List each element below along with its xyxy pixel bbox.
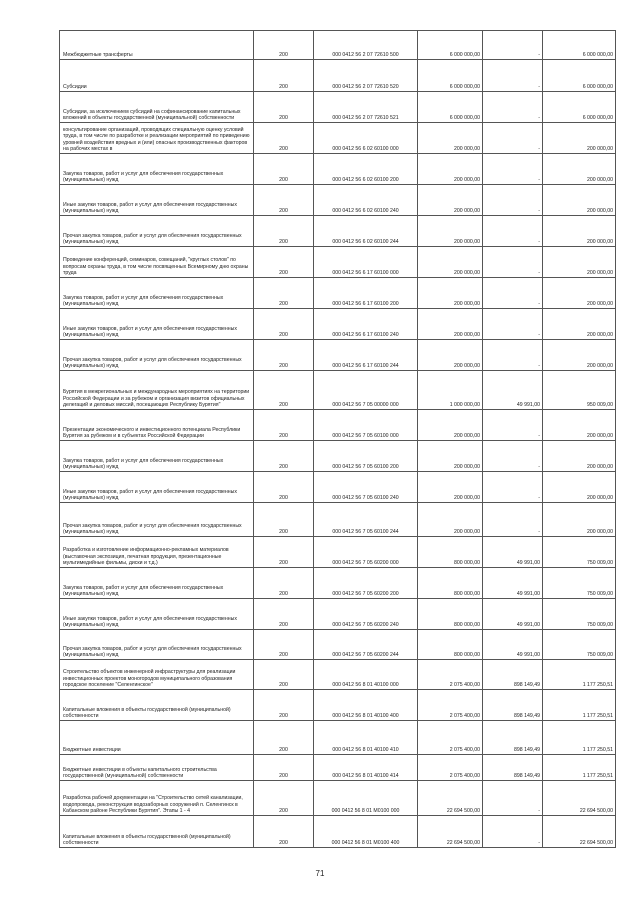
table-row bbox=[60, 568, 616, 599]
row-exec-cell: - bbox=[483, 123, 543, 154]
row-code-cell: 200 bbox=[254, 371, 314, 410]
row-exec-cell: - bbox=[483, 472, 543, 503]
row-rest-cell: 200 000,00 bbox=[543, 410, 616, 441]
row-kbk-cell: 000 0412 56 6 02 60100 000 bbox=[314, 123, 418, 154]
report-table bbox=[59, 30, 616, 848]
row-kbk-cell: 000 0412 56 7 05 60100 000 bbox=[314, 410, 418, 441]
row-kbk-cell: 000 0412 56 2 07 72610 520 bbox=[314, 60, 418, 92]
table-row bbox=[60, 690, 616, 721]
row-code-cell: 200 bbox=[254, 154, 314, 185]
row-code-cell: 200 bbox=[254, 278, 314, 309]
row-plan-cell: 6 000 000,00 bbox=[418, 60, 483, 92]
row-rest-cell: 750 009,00 bbox=[543, 568, 616, 599]
row-exec-cell: 49 991,00 bbox=[483, 371, 543, 410]
row-exec-cell: 898 149,49 bbox=[483, 690, 543, 721]
row-rest-cell: 950 009,00 bbox=[543, 371, 616, 410]
row-plan-cell: 2 075 400,00 bbox=[418, 721, 483, 755]
row-code-cell: 200 bbox=[254, 781, 314, 816]
row-code-cell: 200 bbox=[254, 92, 314, 123]
row-plan-cell: 200 000,00 bbox=[418, 247, 483, 278]
row-rest-cell: 200 000,00 bbox=[543, 278, 616, 309]
row-rest-cell: 200 000,00 bbox=[543, 123, 616, 154]
row-code-cell: 200 bbox=[254, 247, 314, 278]
row-plan-cell: 200 000,00 bbox=[418, 503, 483, 537]
row-name-cell: Закупка товаров, работ и услуг для обеспечения государственных (муниципальных) нужд bbox=[60, 441, 254, 472]
row-plan-cell: 800 000,00 bbox=[418, 537, 483, 568]
row-rest-cell: 22 694 500,00 bbox=[543, 781, 616, 816]
table-row bbox=[60, 599, 616, 630]
table-row bbox=[60, 31, 616, 60]
row-rest-cell: 6 000 000,00 bbox=[543, 92, 616, 123]
table-row bbox=[60, 309, 616, 340]
row-code-cell: 200 bbox=[254, 123, 314, 154]
row-name-cell: Прочая закупка товаров, работ и услуг для обеспечения государственных (муниципальных) нужд bbox=[60, 503, 254, 537]
row-plan-cell: 200 000,00 bbox=[418, 441, 483, 472]
row-kbk-cell: 000 0412 56 6 02 60100 240 bbox=[314, 185, 418, 216]
row-rest-cell: 750 009,00 bbox=[543, 537, 616, 568]
row-name-cell: Иные закупки товаров, работ и услуг для обеспечения государственных (муниципальных) нужд bbox=[60, 185, 254, 216]
row-code-cell: 200 bbox=[254, 441, 314, 472]
row-plan-cell: 800 000,00 bbox=[418, 599, 483, 630]
row-code-cell: 200 bbox=[254, 816, 314, 848]
row-plan-cell: 200 000,00 bbox=[418, 410, 483, 441]
row-kbk-cell: 000 0412 56 2 07 72610 521 bbox=[314, 92, 418, 123]
row-exec-cell: - bbox=[483, 441, 543, 472]
row-exec-cell: 898 149,49 bbox=[483, 755, 543, 781]
row-kbk-cell: 000 0412 56 7 05 60200 200 bbox=[314, 568, 418, 599]
row-exec-cell: 49 991,00 bbox=[483, 568, 543, 599]
row-plan-cell: 200 000,00 bbox=[418, 154, 483, 185]
row-name-cell: Субсидии bbox=[60, 60, 254, 92]
row-code-cell: 200 bbox=[254, 537, 314, 568]
row-kbk-cell: 000 0412 56 8 01 40100 414 bbox=[314, 755, 418, 781]
row-plan-cell: 200 000,00 bbox=[418, 340, 483, 371]
row-plan-cell: 2 075 400,00 bbox=[418, 690, 483, 721]
row-plan-cell: 22 694 500,00 bbox=[418, 816, 483, 848]
row-kbk-cell: 000 0412 56 6 02 60100 244 bbox=[314, 216, 418, 247]
table-row bbox=[60, 755, 616, 781]
row-kbk-cell: 000 0412 56 7 05 60100 200 bbox=[314, 441, 418, 472]
row-plan-cell: 6 000 000,00 bbox=[418, 31, 483, 60]
table-row bbox=[60, 123, 616, 154]
row-code-cell: 200 bbox=[254, 31, 314, 60]
table-row bbox=[60, 216, 616, 247]
row-exec-cell: - bbox=[483, 781, 543, 816]
row-name-cell: Проведение конференций, семинаров, совещаний, "круглых столов" по вопросам охраны труда, в том числе посвященных Всемирному дню охраны труда bbox=[60, 247, 254, 278]
row-plan-cell: 200 000,00 bbox=[418, 216, 483, 247]
table-row bbox=[60, 278, 616, 309]
row-name-cell: Строительство объектов инженерной инфраструктуры для реализации инвестиционных проектов моногородов муниципального образования городское поселение "Селенгинское" bbox=[60, 660, 254, 690]
row-plan-cell: 1 000 000,00 bbox=[418, 371, 483, 410]
row-code-cell: 200 bbox=[254, 340, 314, 371]
row-code-cell: 200 bbox=[254, 690, 314, 721]
row-name-cell: Разработка рабочей документации на "Строительство сетей канализации, водопровода, реконструкция водозаборных сооружений п. Селенгинск в Кабанском районе Республики Бурятия". Этапы 1 - 4 bbox=[60, 781, 254, 816]
row-code-cell: 200 bbox=[254, 472, 314, 503]
row-code-cell: 200 bbox=[254, 309, 314, 340]
row-name-cell: Межбюджетные трансферты bbox=[60, 31, 254, 60]
row-name-cell: Бурятия в межрегиональных и международных мероприятиях на территории Российской Федерации и за рубежом и организация визитов официальных делегаций и деловых миссий, посещающих Республику Бурятия" bbox=[60, 371, 254, 410]
row-kbk-cell: 000 0412 56 7 05 60100 244 bbox=[314, 503, 418, 537]
table-row bbox=[60, 154, 616, 185]
row-plan-cell: 200 000,00 bbox=[418, 123, 483, 154]
row-name-cell: Прочая закупка товаров, работ и услуг для обеспечения государственных (муниципальных) нужд bbox=[60, 630, 254, 660]
row-rest-cell: 1 177 250,51 bbox=[543, 660, 616, 690]
row-code-cell: 200 bbox=[254, 599, 314, 630]
row-code-cell: 200 bbox=[254, 216, 314, 247]
table-row bbox=[60, 410, 616, 441]
row-kbk-cell: 000 0412 56 6 17 60100 240 bbox=[314, 309, 418, 340]
row-kbk-cell: 000 0412 56 6 17 60100 000 bbox=[314, 247, 418, 278]
page-number: 71 bbox=[315, 869, 325, 878]
report-table-body bbox=[60, 31, 616, 848]
row-name-cell: Прочая закупка товаров, работ и услуг для обеспечения государственных (муниципальных) нужд bbox=[60, 340, 254, 371]
table-row bbox=[60, 60, 616, 92]
row-name-cell: Разработка и изготовление информационно-рекламных материалов (выставочная экспозиция, печатная продукция, презентационные мультимедийные фильмы, диски и т.д.) bbox=[60, 537, 254, 568]
row-exec-cell: - bbox=[483, 247, 543, 278]
row-kbk-cell: 000 0412 56 7 05 60200 240 bbox=[314, 599, 418, 630]
table-row bbox=[60, 185, 616, 216]
row-name-cell: Закупка товаров, работ и услуг для обеспечения государственных (муниципальных) нужд bbox=[60, 568, 254, 599]
row-exec-cell: - bbox=[483, 503, 543, 537]
table-row bbox=[60, 781, 616, 816]
row-name-cell: Закупка товаров, работ и услуг для обеспечения государственных (муниципальных) нужд bbox=[60, 154, 254, 185]
row-rest-cell: 200 000,00 bbox=[543, 503, 616, 537]
row-code-cell: 200 bbox=[254, 568, 314, 599]
row-exec-cell: - bbox=[483, 92, 543, 123]
row-plan-cell: 200 000,00 bbox=[418, 309, 483, 340]
row-kbk-cell: 000 0412 56 8 01 40100 410 bbox=[314, 721, 418, 755]
row-rest-cell: 200 000,00 bbox=[543, 309, 616, 340]
row-rest-cell: 200 000,00 bbox=[543, 216, 616, 247]
row-code-cell: 200 bbox=[254, 660, 314, 690]
row-rest-cell: 6 000 000,00 bbox=[543, 60, 616, 92]
row-name-cell: Бюджетные инвестиции bbox=[60, 721, 254, 755]
row-name-cell: Иные закупки товаров, работ и услуг для обеспечения государственных (муниципальных) нужд bbox=[60, 309, 254, 340]
row-kbk-cell: 000 0412 56 7 05 00000 000 bbox=[314, 371, 418, 410]
row-code-cell: 200 bbox=[254, 721, 314, 755]
row-exec-cell: 49 991,00 bbox=[483, 630, 543, 660]
row-exec-cell: - bbox=[483, 340, 543, 371]
table-row bbox=[60, 441, 616, 472]
table-row bbox=[60, 371, 616, 410]
row-plan-cell: 800 000,00 bbox=[418, 568, 483, 599]
row-name-cell: Капитальные вложения в объекты государственной (муниципальной) собственности bbox=[60, 690, 254, 721]
row-exec-cell: 898 149,49 bbox=[483, 660, 543, 690]
row-kbk-cell: 000 0412 56 8 01 40100 000 bbox=[314, 660, 418, 690]
table-row bbox=[60, 472, 616, 503]
row-code-cell: 200 bbox=[254, 630, 314, 660]
row-exec-cell: 49 991,00 bbox=[483, 537, 543, 568]
row-exec-cell: 898 149,49 bbox=[483, 721, 543, 755]
row-plan-cell: 800 000,00 bbox=[418, 630, 483, 660]
row-name-cell: Бюджетные инвестиции в объекты капитального строительства государственной (муниципальной) собственности bbox=[60, 755, 254, 781]
row-code-cell: 200 bbox=[254, 60, 314, 92]
row-code-cell: 200 bbox=[254, 185, 314, 216]
row-rest-cell: 200 000,00 bbox=[543, 441, 616, 472]
table-row bbox=[60, 816, 616, 848]
row-kbk-cell: 000 0412 56 6 17 60100 244 bbox=[314, 340, 418, 371]
row-rest-cell: 200 000,00 bbox=[543, 154, 616, 185]
table-row bbox=[60, 340, 616, 371]
row-code-cell: 200 bbox=[254, 755, 314, 781]
row-kbk-cell: 000 0412 56 7 05 60200 244 bbox=[314, 630, 418, 660]
row-rest-cell: 750 009,00 bbox=[543, 599, 616, 630]
table-row bbox=[60, 503, 616, 537]
row-code-cell: 200 bbox=[254, 503, 314, 537]
row-exec-cell: 49 991,00 bbox=[483, 599, 543, 630]
row-rest-cell: 200 000,00 bbox=[543, 185, 616, 216]
row-exec-cell: - bbox=[483, 216, 543, 247]
row-exec-cell: - bbox=[483, 816, 543, 848]
row-plan-cell: 6 000 000,00 bbox=[418, 92, 483, 123]
row-rest-cell: 200 000,00 bbox=[543, 472, 616, 503]
table-row bbox=[60, 721, 616, 755]
row-code-cell: 200 bbox=[254, 410, 314, 441]
row-kbk-cell: 000 0412 56 2 07 72610 500 bbox=[314, 31, 418, 60]
row-name-cell: Иные закупки товаров, работ и услуг для обеспечения государственных (муниципальных) нужд bbox=[60, 472, 254, 503]
row-name-cell: консультирование организаций, проводящих специальную оценку условий труда, в том числе по разработке и реализации мероприятий по приведению уровней воздействия вредных и (или) опасных производственных факторов на рабочих местах в bbox=[60, 123, 254, 154]
row-rest-cell: 22 694 500,00 bbox=[543, 816, 616, 848]
table-row bbox=[60, 247, 616, 278]
row-name-cell: Иные закупки товаров, работ и услуг для обеспечения государственных (муниципальных) нужд bbox=[60, 599, 254, 630]
row-rest-cell: 200 000,00 bbox=[543, 340, 616, 371]
row-plan-cell: 2 075 400,00 bbox=[418, 660, 483, 690]
row-rest-cell: 200 000,00 bbox=[543, 247, 616, 278]
row-exec-cell: - bbox=[483, 31, 543, 60]
row-rest-cell: 1 177 250,51 bbox=[543, 755, 616, 781]
row-name-cell: Капитальные вложения в объекты государственной (муниципальной) собственности bbox=[60, 816, 254, 848]
row-rest-cell: 1 177 250,51 bbox=[543, 690, 616, 721]
row-plan-cell: 22 694 500,00 bbox=[418, 781, 483, 816]
row-rest-cell: 6 000 000,00 bbox=[543, 31, 616, 60]
row-name-cell: Субсидии, за исключением субсидий на софинансирование капитальных вложений в объекты государственной (муниципальной) собственности bbox=[60, 92, 254, 123]
row-kbk-cell: 000 0412 56 8 01 40100 400 bbox=[314, 690, 418, 721]
row-kbk-cell: 000 0412 56 8 01 M0100 400 bbox=[314, 816, 418, 848]
row-exec-cell: - bbox=[483, 278, 543, 309]
table-row bbox=[60, 92, 616, 123]
row-plan-cell: 200 000,00 bbox=[418, 472, 483, 503]
row-exec-cell: - bbox=[483, 60, 543, 92]
row-name-cell: Прочая закупка товаров, работ и услуг для обеспечения государственных (муниципальных) нужд bbox=[60, 216, 254, 247]
row-kbk-cell: 000 0412 56 7 05 60200 000 bbox=[314, 537, 418, 568]
row-rest-cell: 1 177 250,51 bbox=[543, 721, 616, 755]
row-plan-cell: 2 075 400,00 bbox=[418, 755, 483, 781]
row-exec-cell: - bbox=[483, 309, 543, 340]
row-kbk-cell: 000 0412 56 7 05 60100 240 bbox=[314, 472, 418, 503]
table-row bbox=[60, 660, 616, 690]
row-exec-cell: - bbox=[483, 410, 543, 441]
table-row bbox=[60, 537, 616, 568]
row-plan-cell: 200 000,00 bbox=[418, 278, 483, 309]
row-name-cell: Закупка товаров, работ и услуг для обеспечения государственных (муниципальных) нужд bbox=[60, 278, 254, 309]
row-rest-cell: 750 009,00 bbox=[543, 630, 616, 660]
table-row bbox=[60, 630, 616, 660]
row-exec-cell: - bbox=[483, 185, 543, 216]
row-kbk-cell: 000 0412 56 8 01 M0100 000 bbox=[314, 781, 418, 816]
row-plan-cell: 200 000,00 bbox=[418, 185, 483, 216]
row-kbk-cell: 000 0412 56 6 02 60100 200 bbox=[314, 154, 418, 185]
row-name-cell: Презентации экономического и инвестиционного потенциала Республики Бурятия за рубежом и в субъектах Российской Федерации bbox=[60, 410, 254, 441]
row-exec-cell: - bbox=[483, 154, 543, 185]
row-kbk-cell: 000 0412 56 6 17 60100 200 bbox=[314, 278, 418, 309]
